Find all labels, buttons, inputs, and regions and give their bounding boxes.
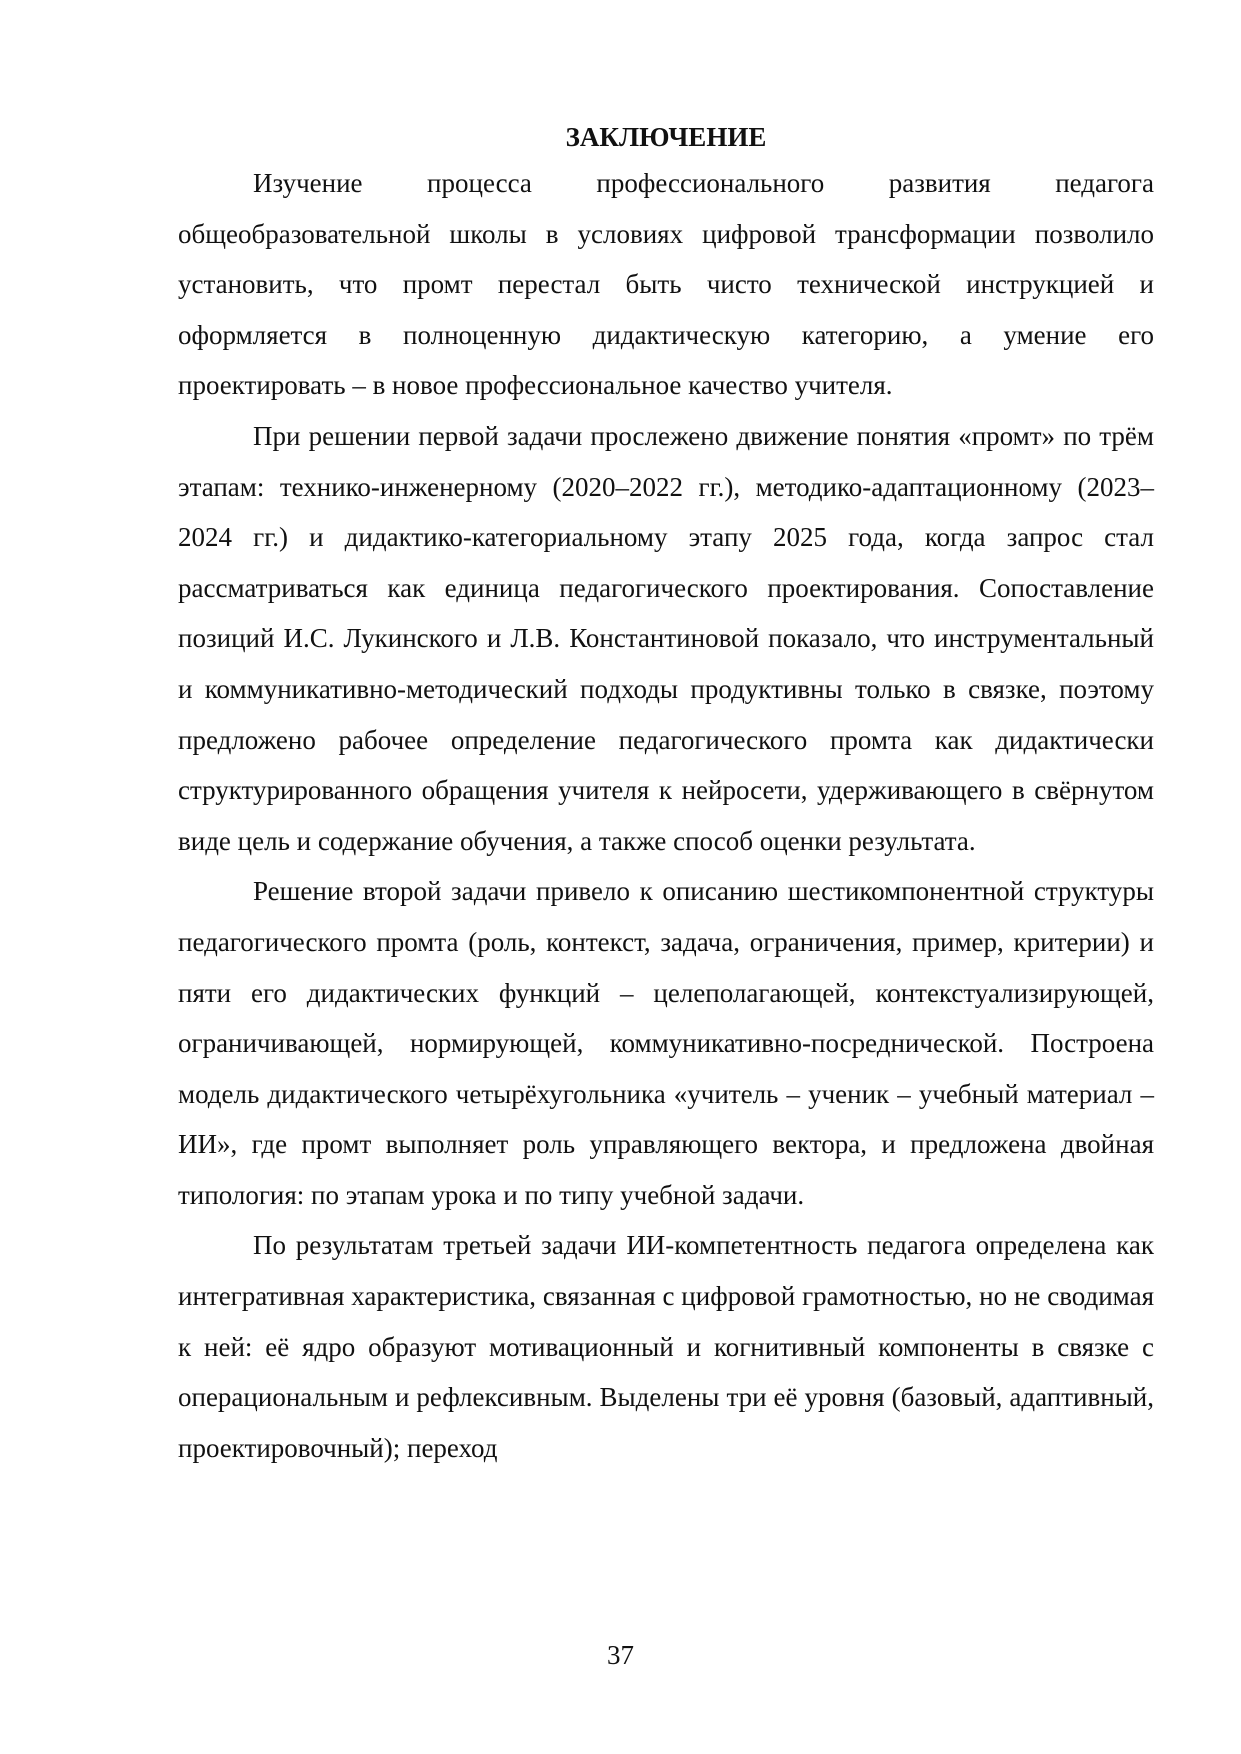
paragraph-introduction: Изучение процесса профессионального развития педагога общеобразовательной школы в условиях цифровой трансформации позволило установить, что промт перестал быть чисто технической инструкцией и оформляется в полноценную дидактическую категорию, а умение его проектировать – в новое профессиональное качество учителя. xyxy=(178,168,1154,401)
page-number: 37 xyxy=(607,1640,634,1670)
text-block xyxy=(178,116,1154,1473)
paragraph-third-task: По результатам третьей задачи ИИ-компетентность педагога определена как интегративная характеристика, связанная с цифровой грамотностью, но не сводимая к ней: её ядро образуют мотивационный и когнитивный компоненты в связке с операциональным и рефлексивным. Выделены три её уровня (базовый, адаптивный, проектировочный); переход xyxy=(178,1230,1154,1463)
paragraph-second-task: Решение второй задачи привело к описанию шестикомпонентной структуры педагогического промта (роль, контекст, задача, ограничения, пример, критерии) и пяти его дидактических функций – целеполагающей, контекстуализирующей, ограничивающей, нормирующей, коммуникативно-посреднической. Построена модель дидактического четырёхугольника «учитель – ученик – учебный материал – ИИ», где промт выполняет роль управляющего вектора, и предложена двойная типология: по этапам урока и по типу учебной задачи. xyxy=(178,876,1154,1210)
section-heading: ЗАКЛЮЧЕНИЕ xyxy=(565,122,767,152)
paragraph-first-task: При решении первой задачи прослежено движение понятия «промт» по трём этапам: технико-инженерному (2020–2022 гг.), методико-адаптационному (2023–2024 гг.) и дидактико-категориальному этапу 2025 года, когда запрос стал рассматриваться как единица педагогического проектирования. Сопоставление позиций И.С. Лукинского и Л.В. Константиновой показало, что инструментальный и коммуникативно-методический подходы продуктивны только в связке, поэтому предложено рабочее определение педагогического промта как дидактически структурированного обращения учителя к нейросети, удерживающего в свёрнутом виде цель и содержание обучения, а также способ оценки результата. xyxy=(178,420,1154,856)
